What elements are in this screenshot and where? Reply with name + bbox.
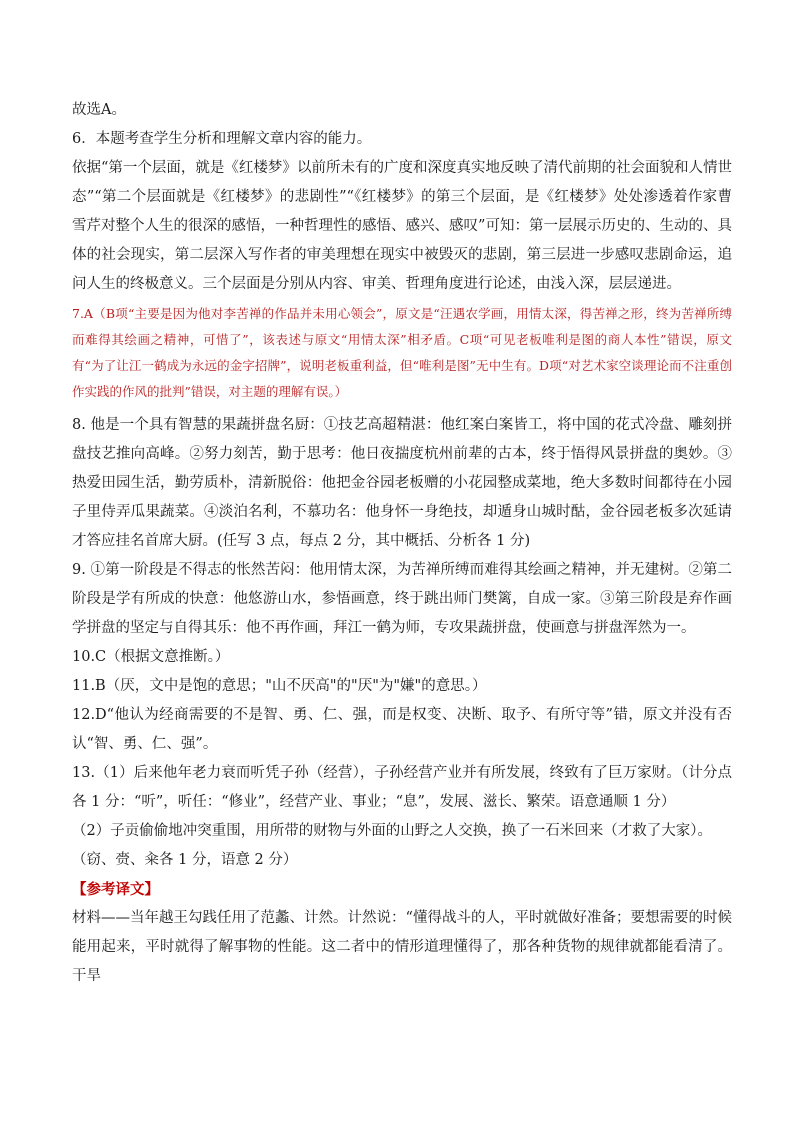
answer-11: 11.B（厌，文中是饱的意思；"山不厌高"的"厌"为"嫌"的意思。） (72, 678, 487, 694)
answer-12: 12.D“他认为经商需要的不是智、勇、仁、强，而是权变、决断、取予、有所守等”错，原文并没有否认“智、勇、仁、强”。 (72, 707, 732, 752)
answer-8: 8. 他是一个具有智慧的果蔬拼盘名厨：①技艺高超精湛：他红案白案皆工，将中国的花式冷盘、雕刻拼盘技艺推向高峰。②努力刻苦，勤于思考：他日夜揣度杭州前辈的古本，终于悟得风景拼盘的奥妙。③热爱田园生活，勤劳质朴，清新脱俗：他把金谷园老板赠的小花园整成菜地，绝大多数时间都待在小园子里侍弄瓜果蔬菜。④淡泊名利，不慕功名：他身怀一身绝技，却遁身山城时酤，金谷园老板多次延请才答应挂名首席大厨。(任写 3 点，每点 2 分，其中概括、分析各 1 分) (72, 417, 732, 549)
answer-10: 10.C（根据文意推断。） (72, 649, 230, 665)
reference-translation-body: 材料——当年越王勾践任用了范蠡、计然。计然说：“懂得战斗的人，平时就做好准备；要想需要的时候能用起来，平时就得了解事物的性能。这二者中的情形道理懂得了，那各种货物的规律就都能看清了。干旱 (72, 910, 732, 984)
answer-7-explanation: 7.A（B项“主要是因为他对李苦禅的作品并未用心领会”，原文是“汪遇农学画，用情太深，得苦禅之形，终为苦禅所缚而难得其绘画之精神，可惜了”，该表述与原文“用情太深”相矛盾。C项“可见老板唯利是图的商人本性”错误，原文有“为了让江一鹤成为永远的金字招牌”，说明老板重利益，但“唯利是图”无中生有。D项“对艺术家空谈理论而不注重创作实践的作风的批判”错误，对主题的理解有误。） (72, 306, 732, 399)
answer-13-part2: （2）子贡偷偷地冲突重围，用所带的财物与外面的山野之人交换，换了一石米回来（才救了大家）。 (72, 823, 712, 839)
reference-translation-label: 【参考译文】 (72, 881, 159, 898)
answer-13-part1: 13.（1）后来他年老力衰而听凭子孙（经营），子孙经营产业并有所发展，终致有了巨万家财。（计分点各 1 分：“听”，听任：“修业”，经营产业、事业；“息”，发展、滋长、繁荣。语意通顺 1 分） (72, 765, 732, 810)
answer-6-heading: 6．本题考查学生分析和理解文章内容的能力。 (72, 131, 372, 147)
answer-13-scoring: （窃、赍、籴各 1 分，语意 2 分） (72, 852, 298, 868)
answer-5-conclusion: 故选A。 (72, 102, 126, 118)
answer-6-body: 依据“第一个层面，就是《红楼梦》以前所未有的广度和深度真实地反映了清代前期的社会面貌和人情世态”“第二个层面就是《红楼梦》的悲剧性”“《红楼梦》的第三个层面，是《红楼梦》处处渗透着作家曹雪芹对整个人生的很深的感悟，一种哲理性的感悟、感兴、感叹”可知：第一层展示历史的、生动的、具体的社会现实，第二层深入写作者的审美理想在现实中被毁灭的悲剧，第三层进一步感叹悲剧命运，追问人生的终极意义。三个层面是分别从内容、审美、哲理角度进行论述，由浅入深，层层递进。 (72, 160, 732, 292)
document-page (72, 96, 732, 991)
answer-9: 9. ①第一阶段是不得志的怅然苦闷：他用情太深，为苦禅所缚而难得其绘画之精神，并无建树。②第二阶段是学有所成的快意：他悠游山水，参悟画意，终于跳出师门樊篱，自成一家。③第三阶段是弃作画学拼盘的坚定与自得其乐：他不再作画，拜江一鹤为师，专攻果蔬拼盘，使画意与拼盘浑然为一。 (72, 562, 732, 636)
